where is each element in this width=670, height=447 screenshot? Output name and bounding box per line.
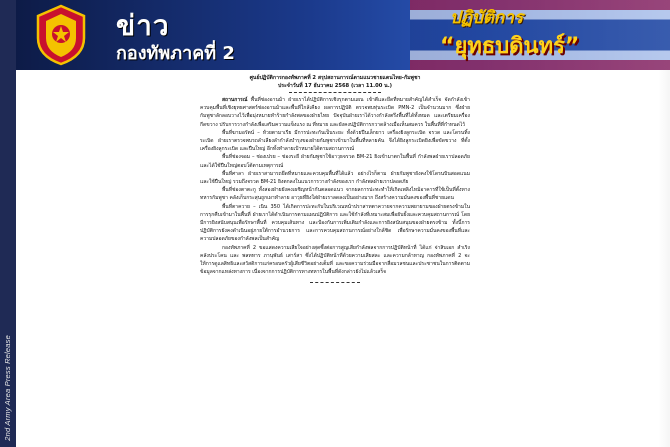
army-emblem-icon: [34, 4, 88, 66]
paragraph: [200, 244, 470, 277]
page-edge-shade: [658, 70, 670, 447]
paragraph-text: พื้นที่ช่องตาตะกู ทั้งสองฝ่ายยังคงเผชิญหน้ากันตลอดแนว จากผลการปะทะทำให้เกิดเพลิงไหม้อาคารที่ใช้เป็นที่ตั้งทางทหารกัมพูชา คลังเก็บกระสุนถูกเผาทำลาย อาวุธที่ยิงใส่ฝ่ายเราลดลงเป็นอย่างมาก ถึงสร้างความมั่นคงของพื้นที่ชายแดน: [200, 187, 470, 202]
document-header-date: ประจำวันที่ 17 ธันวาคม 2568 (เวลา 11.00 น.): [277, 83, 393, 89]
document-body: [200, 74, 470, 447]
paragraph-text: พื้นที่ช่องจอม – ช่องเปรย – ช่องระยี ฝ่ายกัมพูชาใช้อาวุธจรวด BM-21 ยิงเข้ามาตกในพื้นที่ กำลังพลฝ่ายเราปลอดภัย และได้ใช้ปืนใหญ่ตอบโต้ตามเหตุการณ์: [200, 154, 470, 169]
paragraph-text: พื้นที่ช่องอานม้า ฝ่ายเราได้ปฏิบัติการเชิงรุกตามแผน เข้าตีและยึดที่หมายสำคัญได้สำเร็จ จัดกำลังเข้าควบคุมพื้นที่เชิงยุทธศาสตร์ช่องอานม้าและพื้นที่ใกล้เคียง ผลการปฏิบัติ ตรวจพบทุ่นระเบิด PMN-2 เป็นจำนวนมาก ซึ่งฝ่ายกัมพูชาลักลอบวางไว้เพื่อมุ่งหมายทำร้ายกำลังพลของฝ่ายไทย ปัจจุบันฝ่ายเราได้วางกำลังตรึงพื้นที่ได้ทั้งหมด และเตรียมเครื่องกีดขวาง ปรับการวางกำลังเพื่อเสริมความแข็งแรง ณ ที่หมาย และยังคงปฏิบัติการกวาดล้างเมื่อเห็นสมควร ในพื้นที่ที่กำหนดไว้: [200, 97, 470, 128]
divider: [289, 92, 381, 93]
paragraph: [200, 129, 470, 154]
banner-subtitle: กองทัพภาคที่ 2: [116, 43, 235, 64]
document-header-title: ศูนย์ปฏิบัติการกองทัพภาคที่ 2 สรุปสถานการณ์ตามแนวชายแดนไทย-กัมพูชา: [249, 75, 421, 81]
paragraph: [200, 153, 470, 169]
header-banner: [16, 0, 670, 70]
paragraph: [200, 170, 470, 186]
banner-title: ข่าว: [116, 9, 170, 42]
paragraph: [200, 203, 470, 244]
operation-name: “ยุทธบดินทร์”: [440, 34, 580, 59]
operation-label: ปฏิบัติการ: [450, 8, 524, 28]
side-strip: [0, 0, 16, 447]
end-divider: [310, 282, 360, 283]
paragraph-lead: สถานการณ์: [222, 97, 248, 103]
side-strip-text: 2nd Army Area Press Release: [3, 335, 12, 441]
paragraph-text: กองทัพภาคที่ 2 ขอแสดงความเสียใจอย่างสุดซึ้งต่อการสูญเสียกำลังพลจากการปฏิบัติหน้าที่ ได้แก่ จ่าสิบเอก สำเริง คลังประโคน และ พลทหาร ภานุพันธ์ เสาร์สา ซึ่งได้ปฏิบัติหน้าที่ด้วยความเสียสละ และความกล้าหาญ กองทัพภาคที่ 2 จะให้การดูแลสิทธิและสวัสดิการแก่ครอบครัวผู้เสียชีวิตอย่างเต็มที่ และขอความร่วมมือจากสื่อมวลชนและประชาชนในการติดตามข้อมูลจากแหล่งทางการ เนื่องจากการปฏิบัติการทางทหารในพื้นที่ดังกล่าวยังไม่แล้วเสร็จ: [200, 244, 470, 276]
paragraph: [200, 96, 470, 129]
paragraph: [200, 186, 470, 202]
paragraph-text: พื้นที่ฆามอรัตน์ – ห้วยตามาเรีย มีการปะทะกันเป็นระยะ ทั้งด้วยปืนเล็กยาว เครื่องยิงลูกระเบิด จรวด และโดรนทิ้งระเบิด ฝ่ายเราตรวจพบรถลำเลียงลำกำลังบำรุงของฝ่ายกัมพูชาเข้ามาในพื้นที่หลายคัน จึงได้ยิงลูกระเบิดยิงเพื่อขัดขวาง ที่ตั้งเครื่องยิงลูกระเบิด และปืนใหญ่ อีกทั้งทำลายเป้าหมายได้ตามสถานการณ์: [200, 129, 470, 153]
paragraph-text: พื้นที่ตาควาย – เนิน 350 ได้เกิดการปะทะกับในบริเวณหน้าปราสาทตาควายจากความพยายามของฝ่ายตรงข้ามในการรุกคืบเข้ามาในพื้นที่ ฝ่ายเราได้ดำเนินการตามแผนปฏิบัติการ และใช้กำลังที่เหมาะสมเพื่อยับยั้งและควบคุมสถานการณ์ โดยมีการยิงสนับสนุนเพื่อรักษาพื้นที่ ควบคุมเส้นทาง และป้องกันการเพิ่มเติมกำลังและการยิงสนับสนุนของฝ่ายตรงข้าม ทั้งนี้การปฏิบัติการยังคงดำเนินอยู่ภายใต้การอำนวยการ และการควบคุมสถานการณ์อย่างใกล้ชิด เพื่อรักษาความมั่นคงของพื้นที่และความปลอดภัยของกำลังพลเป็นสำคัญ: [200, 203, 470, 243]
paragraph-text: พื้นที่ศาลา ฝ่ายเราสามารถยึดที่หมายและควบคุมพื้นที่ได้แล้ว อย่างไรก็ตาม ฝ่ายกัมพูชายังคงใช้โดรนบินสอดแนม และใช้ปืนใหญ่ รวมถึงจรวด BM-21 ยิงตกลงในแนวการวางกำลังของเรา กำลังพลฝ่ายเราปลอดภัย: [200, 170, 470, 186]
